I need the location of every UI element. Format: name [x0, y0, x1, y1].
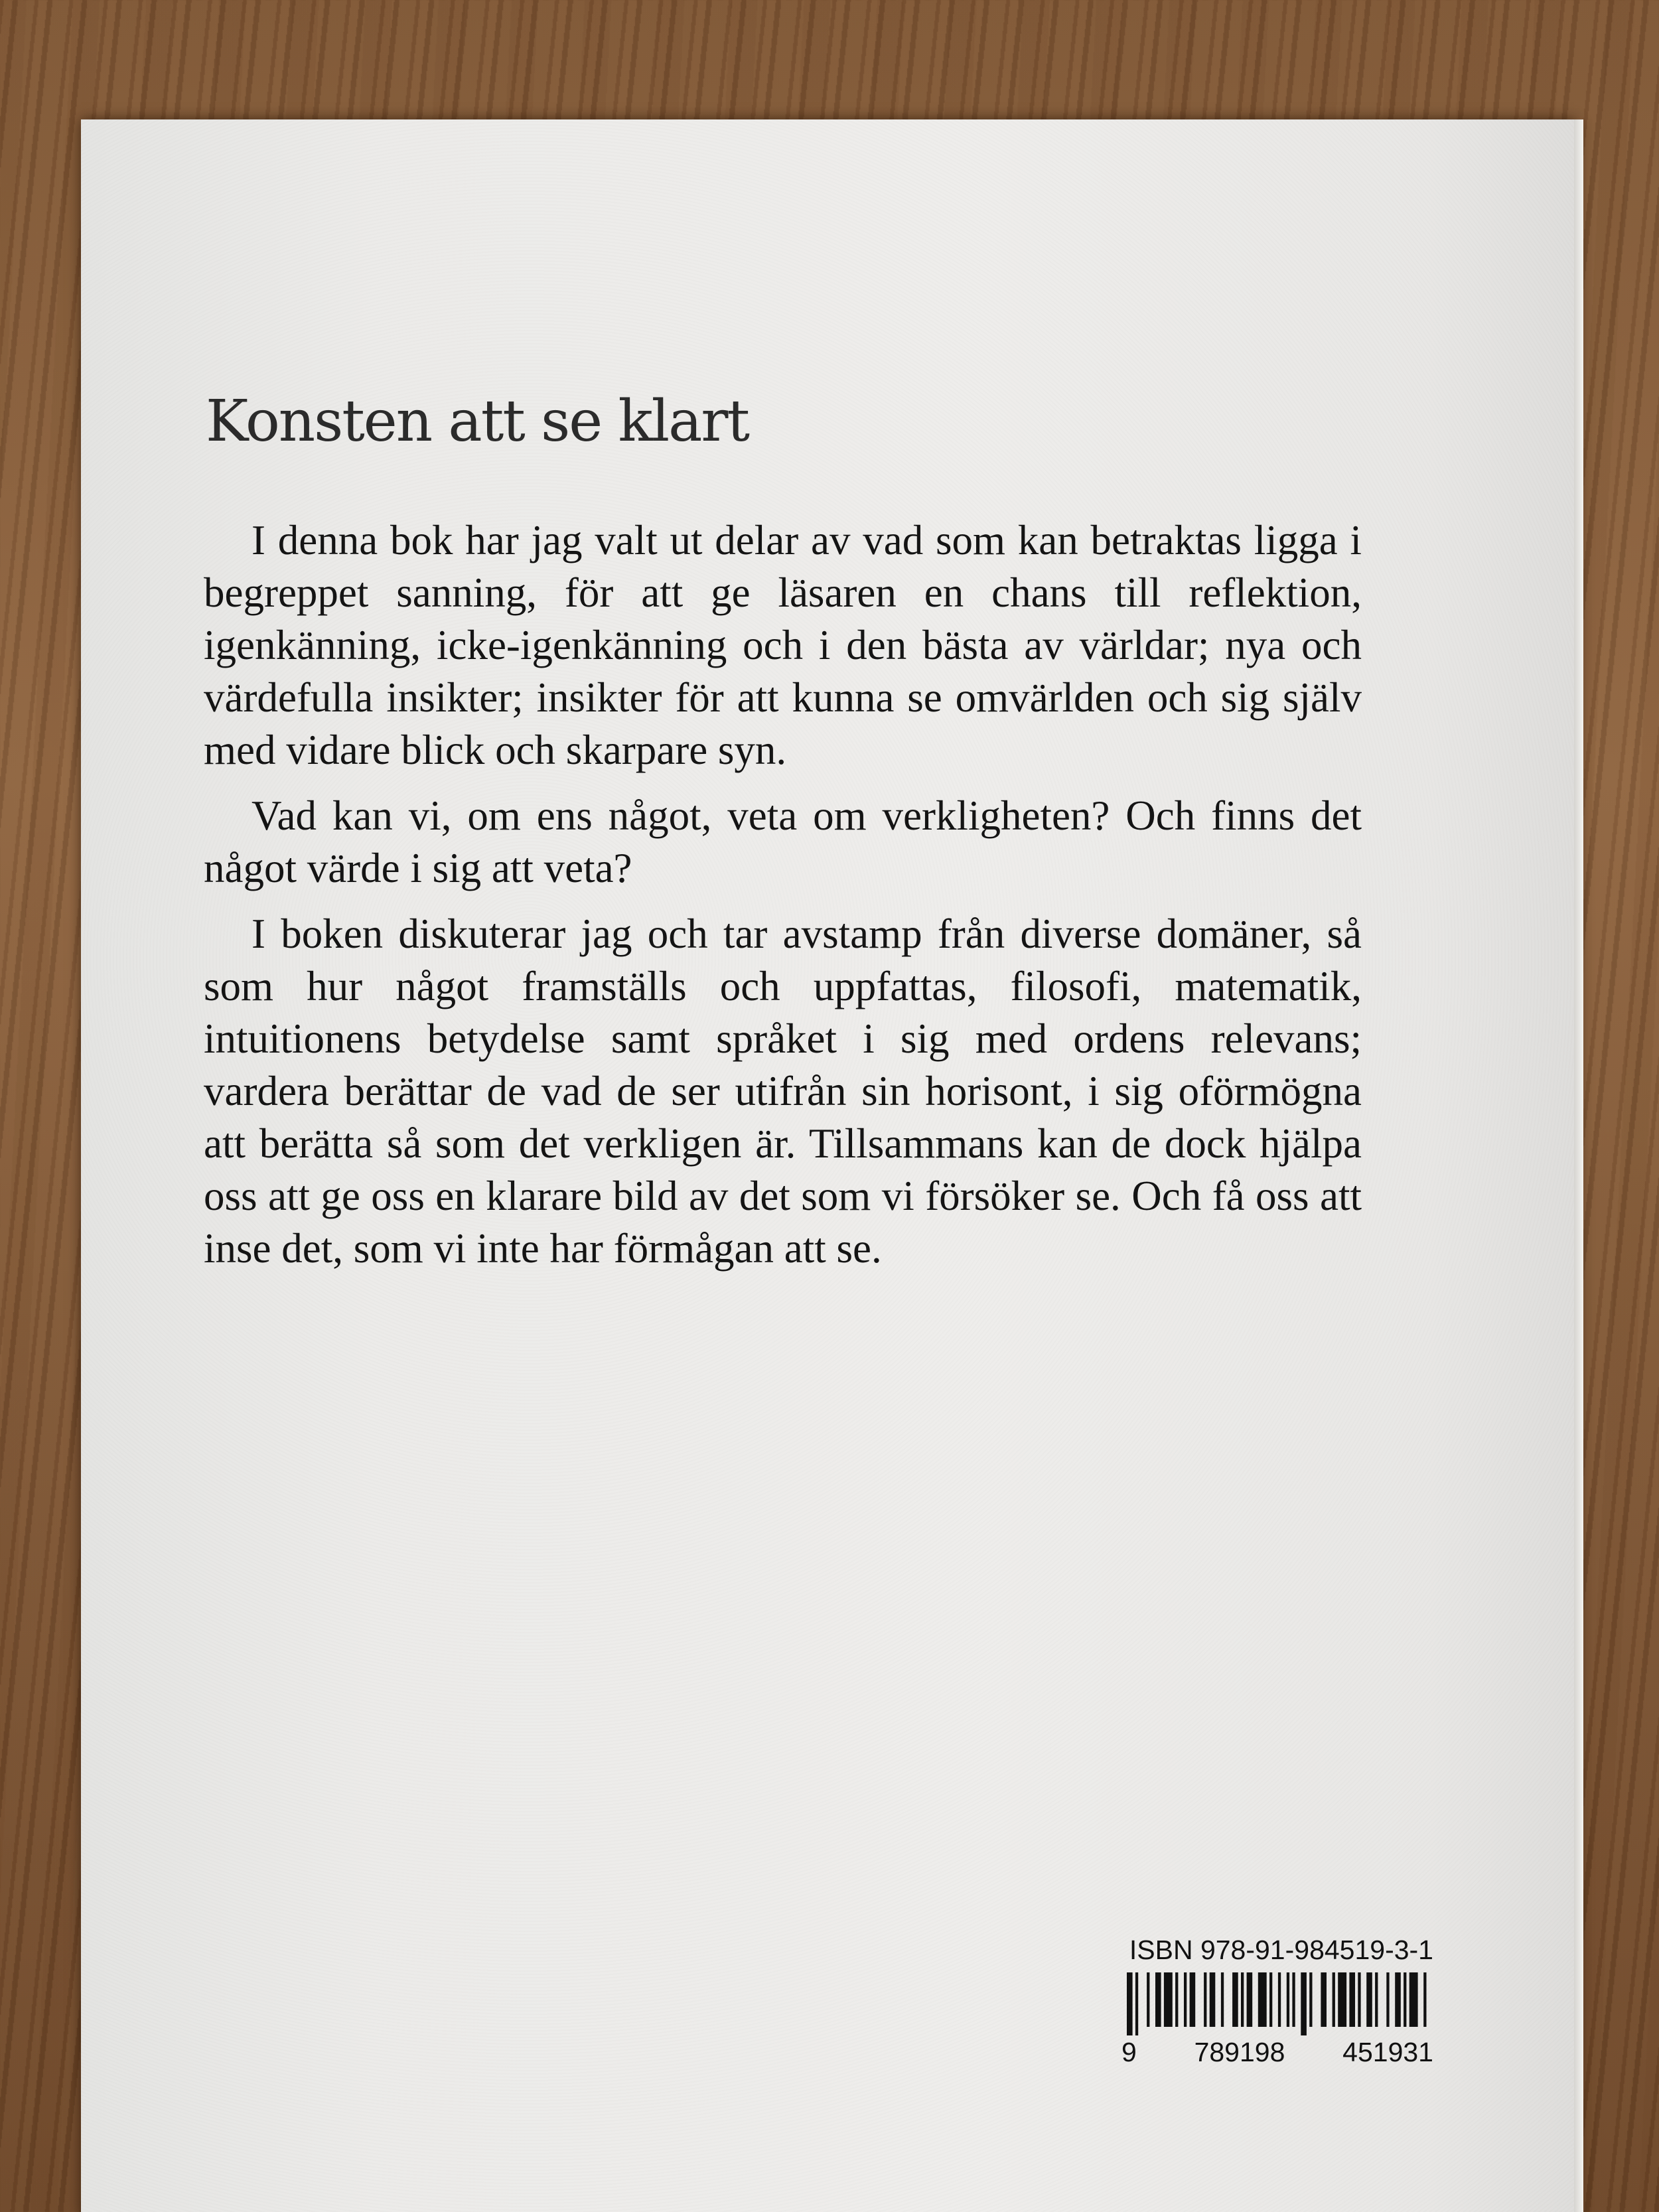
barcode-bar	[1147, 1972, 1149, 2027]
barcode-bar	[1278, 1972, 1281, 2027]
barcode-bar	[1404, 1972, 1406, 2027]
blurb-paragraph-3: I boken diskuterar jag och tar avstamp från diverse domäner, så som hur något framställs och uppfattas, filosofi, matematik, intuitionens betydelse samt språket i sig med ordens relevans; vardera berättar de vad de ser utifrån sin horisont, i sig oförmögna att berätta så som det verkligen är. Tillsammans kan de dock hjälpa oss att ge oss en klarare bild av det som vi försöker se. Och få oss att inse det, som vi inte har förmågan att se.	[204, 911, 1362, 1272]
barcode-bar	[1423, 1972, 1426, 2027]
barcode-bar	[1321, 1972, 1327, 2027]
barcode-left-group: 789198	[1194, 2037, 1285, 2067]
barcode-bar	[1190, 1972, 1196, 2027]
barcode-bar	[1221, 1972, 1224, 2027]
page-edge	[1574, 119, 1583, 2212]
barcode-right-group: 451931	[1342, 2037, 1433, 2067]
barcode-bar	[1333, 1972, 1335, 2027]
barcode-bar	[1164, 1972, 1173, 2027]
barcode-bar	[1358, 1972, 1360, 2027]
barcode-bar	[1292, 1972, 1295, 2027]
blurb-paragraph-1: I denna bok har jag valt ut delar av vad som kan betraktas ligga i begreppet sanning, för att ge läsaren en chans till reflektion, igenkänning, icke-igenkänning och i den bästa av världar; nya och värdefulla insikter; insikter för att kunna se omvärlden och sig själv med vidare blick och skarpare syn.	[204, 517, 1362, 773]
barcode-bar	[1184, 1972, 1187, 2027]
barcode-bar	[1395, 1972, 1401, 2027]
barcode-bar	[1241, 1972, 1244, 2027]
barcode-digits	[1121, 2037, 1433, 2068]
barcode-bar	[1366, 1972, 1372, 2027]
barcode-bar	[1338, 1972, 1346, 2027]
barcode-bar	[1210, 1972, 1216, 2027]
barcode-bar	[1175, 1972, 1178, 2027]
barcode-bar	[1349, 1972, 1355, 2027]
barcode-lead-digit: 9	[1121, 2037, 1137, 2067]
back-cover-blurb	[204, 514, 1362, 1288]
barcode-bar	[1375, 1972, 1378, 2027]
barcode-bar	[1258, 1972, 1267, 2027]
isbn-label: ISBN 978-91-984519-3-1	[1129, 1935, 1433, 1965]
barcode-bar	[1155, 1972, 1161, 2027]
barcode-bar	[1309, 1972, 1312, 2027]
barcode-bar	[1269, 1972, 1272, 2027]
barcode-bar	[1301, 1972, 1307, 2035]
barcode-bar	[1287, 1972, 1289, 2027]
barcode-bar	[1127, 1972, 1133, 2035]
blurb-paragraph-2: Vad kan vi, om ens något, veta om verkligheten? Och finns det något värde i sig att veta?	[204, 792, 1362, 891]
barcode-bar	[1135, 1972, 1138, 2035]
isbn-block	[1121, 1935, 1433, 2068]
barcode	[1121, 1972, 1433, 2035]
barcode-bar	[1232, 1972, 1238, 2027]
book-title: Konsten att se klart	[206, 388, 749, 455]
barcode-bar	[1409, 1972, 1418, 2027]
barcode-bar	[1204, 1972, 1206, 2027]
barcode-bar	[1247, 1972, 1253, 2027]
barcode-bar	[1386, 1972, 1389, 2027]
book-back-cover	[81, 119, 1574, 2212]
